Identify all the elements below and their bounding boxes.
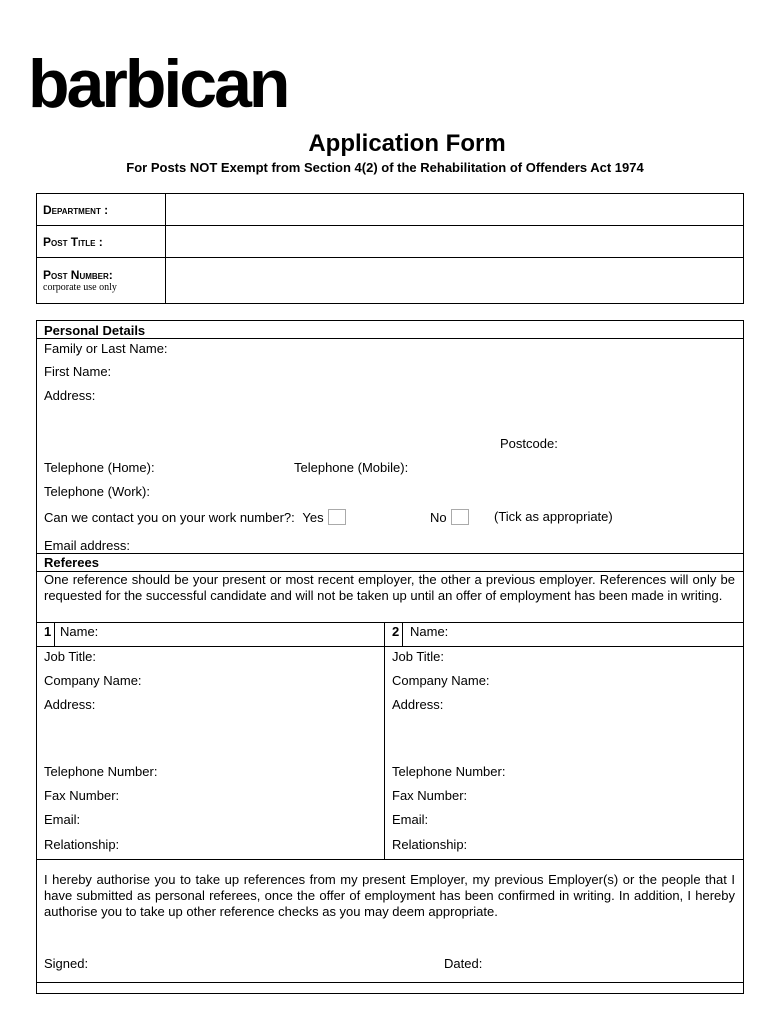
- postcode-label[interactable]: Postcode:: [500, 436, 558, 451]
- post-number-note: corporate use only: [43, 282, 117, 293]
- ref1-email-label[interactable]: Email:: [44, 812, 81, 827]
- tel-home-label[interactable]: Telephone (Home):: [44, 460, 155, 475]
- email-label[interactable]: Email address:: [44, 538, 130, 553]
- ref2-telephone-label[interactable]: Telephone Number:: [392, 764, 506, 779]
- ref2-email-label[interactable]: Email:: [392, 812, 429, 827]
- form-subtitle: For Posts NOT Exempt from Section 4(2) of the Rehabilitation of Offenders Act 1974: [126, 160, 644, 175]
- ref2-num-divider: [402, 622, 403, 646]
- ref1-fax-label[interactable]: Fax Number:: [44, 788, 120, 803]
- tel-work-label[interactable]: Telephone (Work):: [44, 484, 150, 499]
- divider: [37, 646, 743, 647]
- ref2-relationship-label[interactable]: Relationship:: [392, 837, 468, 852]
- signed-label[interactable]: Signed:: [44, 956, 89, 971]
- post-title-label: Post Title :: [37, 226, 166, 258]
- contact-work-row: [44, 509, 346, 525]
- tick-note: (Tick as appropriate): [494, 509, 613, 524]
- personal-details-heading: Personal Details: [44, 323, 146, 338]
- ref2-address-label[interactable]: Address:: [392, 697, 444, 712]
- no-label: No: [430, 510, 447, 525]
- form-title: Application Form: [308, 130, 506, 157]
- no-option: [430, 509, 469, 525]
- ref1-relationship-label[interactable]: Relationship:: [44, 837, 120, 852]
- post-table: [36, 193, 744, 304]
- ref2-job-title-label[interactable]: Job Title:: [392, 649, 445, 664]
- first-name-label[interactable]: First Name:: [44, 364, 112, 379]
- divider: [37, 859, 743, 860]
- post-number-label: Post Number: corporate use only: [37, 258, 166, 304]
- yes-label: Yes: [302, 510, 324, 525]
- ref2-company-label[interactable]: Company Name:: [392, 673, 490, 688]
- yes-checkbox[interactable]: [328, 509, 346, 525]
- divider: [37, 553, 743, 554]
- ref1-job-title-label[interactable]: Job Title:: [44, 649, 97, 664]
- ref1-address-label[interactable]: Address:: [44, 697, 96, 712]
- divider: [37, 622, 743, 623]
- referee-column-divider: [384, 622, 385, 859]
- referees-intro: One reference should be your present or most recent employer, the other a previous employer. References will only be requested for the successful candidate and will not be taken up until an offer of employment has been made in writing.: [44, 572, 735, 603]
- dated-label[interactable]: Dated:: [444, 956, 483, 971]
- contact-question: Can we contact you on your work number?:: [44, 510, 295, 525]
- ref1-name-label[interactable]: Name:: [60, 624, 99, 639]
- ref1-number: 1: [44, 624, 52, 639]
- post-title-field[interactable]: [166, 226, 744, 258]
- ref2-fax-label[interactable]: Fax Number:: [392, 788, 468, 803]
- ref1-telephone-label[interactable]: Telephone Number:: [44, 764, 158, 779]
- tel-mobile-label[interactable]: Telephone (Mobile):: [294, 460, 409, 475]
- address-label[interactable]: Address:: [44, 388, 96, 403]
- family-name-label[interactable]: Family or Last Name:: [44, 341, 168, 356]
- divider: [37, 338, 743, 339]
- referees-heading: Referees: [44, 555, 99, 570]
- divider: [37, 982, 743, 983]
- post-number-field[interactable]: [166, 258, 744, 304]
- ref2-name-label[interactable]: Name:: [410, 624, 449, 639]
- no-checkbox[interactable]: [451, 509, 469, 525]
- ref1-company-label[interactable]: Company Name:: [44, 673, 142, 688]
- ref1-num-divider: [54, 622, 55, 646]
- barbican-logo: barbican: [28, 46, 288, 122]
- ref2-number: 2: [392, 624, 400, 639]
- details-box: [36, 320, 744, 994]
- authorisation-text: I hereby authorise you to take up references from my present Employer, my previous Employer(s) or the people that I have submitted as personal referees, once the offer of employment has been confirmed in writing. In addition, I hereby authorise you to take up other reference checks as you may deem appropriate.: [44, 872, 735, 919]
- department-label: Department :: [37, 194, 166, 226]
- department-field[interactable]: [166, 194, 744, 226]
